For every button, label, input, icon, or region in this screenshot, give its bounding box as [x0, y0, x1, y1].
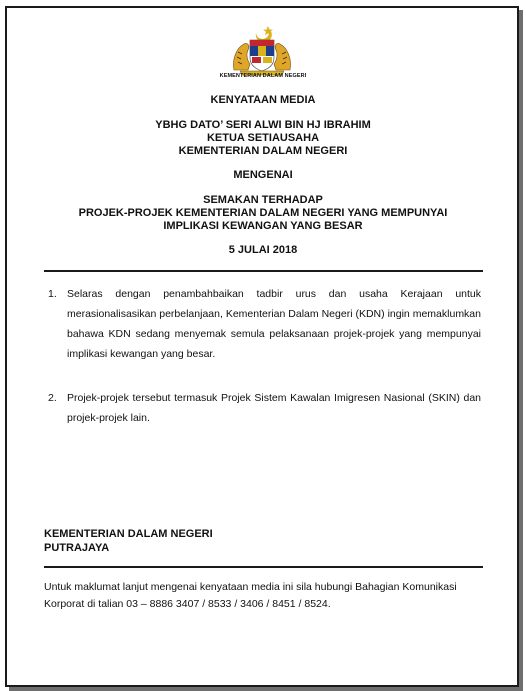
contact-note: Untuk maklumat lanjut mengenai kenyataan media ini sila hubungi Bahagian Komunikasi Korporat di talian 03 – 8886 3407 / 8533 / 3406 / 8451 / 8524.	[44, 581, 457, 610]
subject-line-2: PROJEK-PROJEK KEMENTERIAN DALAM NEGERI YANG MEMPUNYAI	[78, 207, 448, 219]
paragraph-2-number: 2.	[48, 392, 57, 404]
paragraph-2	[44, 388, 481, 428]
issuer-location: PUTRAJAYA	[44, 542, 110, 554]
paragraph-1-text: Selaras dengan penambahbaikan tadbir urus dan usaha Kerajaan untuk merasionalisasikan perbelanjaan, Kementerian Dalam Negeri (KDN) ingin memaklumkan bahawa KDN sedang menyemak semula pelaksanaan projek-projek yang mempunyai implikasi kewangan yang besar.	[67, 288, 481, 360]
ministry-name: KEMENTERIAN DALAM NEGERI	[178, 145, 348, 157]
footer-divider	[44, 566, 483, 568]
statement-title: KENYATAAN MEDIA	[210, 94, 316, 106]
statement-date: 5 JULAI 2018	[228, 244, 298, 256]
subject-line-3: IMPLIKASI KEWANGAN YANG BESAR	[163, 220, 363, 232]
official-name: YBHG DATO’ SERI ALWI BIN HJ IBRAHIM	[155, 119, 371, 131]
subject-line-1: SEMAKAN TERHADAP	[203, 194, 323, 206]
ministry-logo-caption: KEMENTERIAN DALAM NEGERI	[219, 73, 307, 79]
paragraph-1	[44, 284, 481, 364]
paragraph-1-number: 1.	[48, 288, 57, 300]
issuer-name: KEMENTERIAN DALAM NEGERI	[44, 528, 213, 540]
official-position: KETUA SETIAUSAHA	[206, 132, 320, 144]
malaysia-coat-of-arms-icon	[226, 24, 298, 76]
regarding-label: MENGENAI	[233, 169, 293, 181]
paragraph-2-text: Projek-projek tersebut termasuk Projek Sistem Kawalan Imigresen Nasional (SKIN) dan projek-projek lain.	[67, 392, 481, 424]
header-divider	[44, 270, 483, 272]
